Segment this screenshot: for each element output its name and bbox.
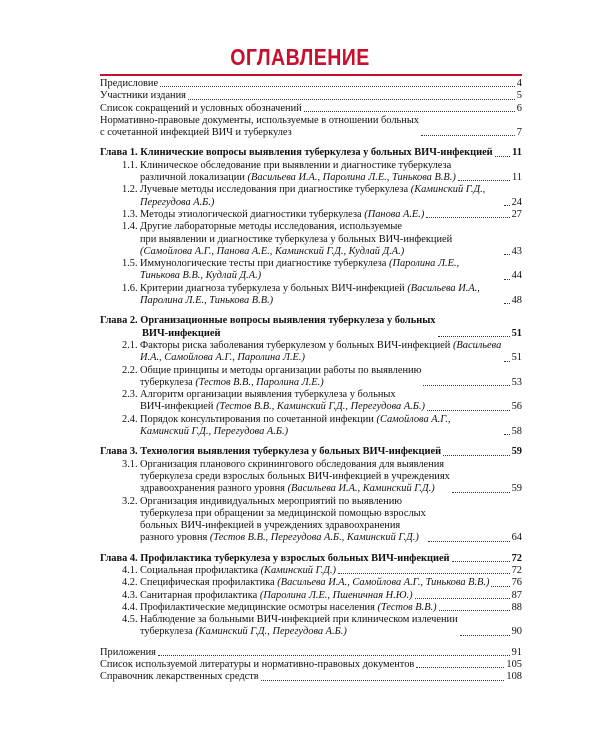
- entry-authors: (Тестов В.В., Перегудова А.Б., Каминский Г.Д.): [209, 532, 419, 544]
- page-title: ОГЛАВЛЕНИЕ: [230, 44, 370, 70]
- page-number: 64: [511, 532, 522, 544]
- dot-leader: [158, 655, 510, 656]
- page-number: 76: [511, 577, 522, 589]
- entry-authors: (Каминский Г.Д.): [260, 564, 336, 576]
- page-number: 44: [511, 270, 522, 282]
- entry-text: [122, 577, 489, 589]
- section-entry[interactable]: [100, 414, 522, 439]
- page-number: 51: [511, 352, 522, 364]
- section-number: 1.4.: [122, 221, 138, 233]
- entry-text: [100, 659, 414, 671]
- section-entry[interactable]: [100, 614, 522, 639]
- entry-text: [100, 78, 158, 90]
- dot-leader: [423, 385, 509, 386]
- entry-title: Список используемой литературы и нормативно-правовых документов: [100, 659, 415, 671]
- page-number: 43: [511, 245, 522, 257]
- entry-title: Специфическая профилактика: [140, 577, 275, 589]
- spacer: [100, 639, 522, 647]
- entry-text: [100, 103, 302, 115]
- chapter-heading[interactable]: [100, 147, 522, 159]
- entry-title: Социальная профилактика: [140, 564, 258, 576]
- entry-text: [100, 115, 419, 140]
- entry-title: Профилактические медицинские осмотры населения: [140, 601, 375, 613]
- entry-text: [122, 209, 424, 221]
- section-number: 4.4.: [122, 601, 138, 613]
- section-number: 2.3.: [122, 389, 138, 401]
- page-number: 59: [511, 446, 522, 458]
- dot-leader: [338, 573, 510, 574]
- entry-title: Факторы риска заболевания туберкулезом у больных ВИЧ-инфекцией: [140, 339, 451, 351]
- entry-title: Алгоритм организации выявления туберкулеза у больных ВИЧ-инфекцией: [140, 389, 396, 413]
- entry-authors: (Васильева И.А., Каминский Г.Д.): [287, 483, 435, 495]
- chapter-heading[interactable]: [100, 553, 522, 565]
- entry-title: Клиническое обследование при выявлении и диагностике туберкулеза различной локализации: [140, 159, 452, 184]
- entry-title: Организация планового скринингового обследования для выявления туберкулеза среди взрослых больных ВИЧ-инфекцией в учреждениях здравоохранения разного уровня: [140, 458, 450, 495]
- entry-text: [122, 258, 502, 283]
- dot-leader: [415, 598, 510, 599]
- page-number: 24: [511, 196, 522, 208]
- entry-authors: (Тестов В.В.): [377, 601, 437, 613]
- section-entry[interactable]: [100, 209, 522, 221]
- entry-title: Иммунологические тесты при диагностике туберкулеза: [140, 258, 387, 270]
- dot-leader: [188, 99, 515, 100]
- section-entry[interactable]: [100, 365, 522, 390]
- dot-leader: [427, 410, 510, 411]
- section-number: 4.3.: [122, 589, 138, 601]
- page-number: 90: [511, 626, 522, 638]
- page-number: 59: [511, 483, 522, 495]
- chapter-heading[interactable]: [100, 446, 522, 458]
- section-entry[interactable]: [100, 577, 522, 589]
- entry-text: [122, 221, 502, 258]
- section-number: 1.3.: [122, 208, 138, 220]
- entry-title: Организация индивидуальных мероприятий по выявлению туберкулеза при обращении за медицинской помощью взрослых больных ВИЧ-инфекцией в учреждениях здравоохранения разного уровня: [140, 495, 426, 544]
- dot-leader: [426, 217, 509, 218]
- entry-authors: (Самойлова А.Г., Каминский Г.Д., Перегудова А.Б.): [140, 413, 451, 438]
- entry-text: [122, 283, 502, 308]
- entry-title: Справочник лекарственных средств: [100, 671, 259, 683]
- dot-leader: [491, 586, 509, 587]
- spacer: [100, 139, 522, 147]
- section-entry[interactable]: [100, 602, 522, 614]
- entry-text: [122, 496, 426, 545]
- page-number: 4: [516, 78, 522, 89]
- entry-text: [122, 184, 502, 209]
- entry-authors: (Васильева И.А., Паролина Л.Е., Тинькова В.В.): [140, 282, 480, 307]
- section-entry[interactable]: [100, 221, 522, 258]
- page-number: 51: [511, 327, 522, 339]
- section-entry[interactable]: [100, 590, 522, 602]
- toc-entry[interactable]: [100, 78, 522, 90]
- entry-title: Нормативно-правовые документы, используемые в отношении больных с сочетанной инфекцией ВИЧ и туберкулез: [100, 114, 420, 139]
- entry-title: Глава 3. Технология выявления туберкулеза у больных ВИЧ-инфекцией: [100, 446, 442, 458]
- entry-text: [100, 446, 441, 458]
- entry-title: Общие принципы и методы организации работы по выявлению туберкулеза: [140, 364, 422, 388]
- spacer: [100, 307, 522, 315]
- dot-leader: [504, 254, 510, 255]
- section-entry[interactable]: [100, 496, 522, 545]
- section-number: 3.2.: [122, 495, 138, 507]
- page-number: 53: [511, 376, 522, 388]
- dot-leader: [452, 492, 510, 493]
- entry-authors: (Паролина Л.Е., Пшеничная Н.Ю.): [259, 589, 413, 601]
- entry-text: [122, 590, 413, 602]
- entry-text: [100, 315, 436, 340]
- section-number: 1.6.: [122, 282, 138, 294]
- dot-leader: [504, 205, 510, 206]
- entry-authors: (Васильева И.А., Самойлова А.Г., Тинькова В.В.): [277, 577, 490, 589]
- page-number: 91: [511, 646, 522, 658]
- dot-leader: [304, 111, 515, 112]
- entry-title: Предисловие: [100, 78, 159, 89]
- toc-entry[interactable]: [100, 103, 522, 115]
- entry-title: Глава 4. Профилактика туберкулеза у взрослых больных ВИЧ-инфекцией: [100, 552, 450, 564]
- page-number: 108: [506, 671, 522, 683]
- dot-leader: [504, 361, 510, 362]
- entry-title: Критерии диагноза туберкулеза у больных ВИЧ-инфекцией: [140, 282, 405, 294]
- section-entry[interactable]: [100, 258, 522, 283]
- section-entry[interactable]: [100, 340, 522, 365]
- page-number: 58: [511, 426, 522, 438]
- entry-authors: (Васильева И.А., Паролина Л.Е., Тинькова В.В.): [247, 172, 456, 184]
- page-number: 27: [511, 208, 522, 220]
- dot-leader: [504, 279, 510, 280]
- section-number: 1.2.: [122, 184, 138, 196]
- section-entry[interactable]: [100, 184, 522, 209]
- page-number: 72: [511, 564, 522, 576]
- page-number: 88: [511, 601, 522, 613]
- dot-leader: [458, 180, 510, 181]
- entry-title: Методы этиологической диагностики туберкулеза: [140, 208, 362, 220]
- entry-title: Глава 2. Организационные вопросы выявления туберкулеза у больных ВИЧ-инфекцией: [100, 315, 436, 339]
- entry-authors: (Панова А.Е.): [364, 208, 425, 220]
- entry-title: Санитарная профилактика: [140, 589, 258, 601]
- entry-title: Наблюдение за больными ВИЧ-инфекцией при клиническом излечении туберкулеза: [140, 614, 458, 638]
- entry-authors: (Каминский Г.Д., Перегудова А.Б.): [140, 184, 486, 208]
- page-number: 72: [511, 552, 522, 564]
- entry-title: Лучевые методы исследования при диагностике туберкулеза: [140, 184, 409, 196]
- entry-title: Приложения: [100, 646, 156, 658]
- toc-entry[interactable]: [100, 115, 522, 140]
- page-number: 5: [516, 90, 522, 102]
- dot-leader: [504, 303, 510, 304]
- table-of-contents: [100, 78, 522, 684]
- entry-authors: (Васильева И.А., Самойлова А.Г., Паролина Л.Е.): [140, 339, 502, 364]
- page-number: 56: [511, 401, 522, 413]
- dot-leader: [504, 434, 510, 435]
- section-number: 2.4.: [122, 413, 138, 425]
- section-number: 1.5.: [122, 258, 138, 270]
- entry-authors: (Каминский Г.Д., Перегудова А.Б.): [195, 626, 347, 638]
- page-number: 87: [511, 589, 522, 601]
- dot-leader: [439, 610, 510, 611]
- spacer: [100, 438, 522, 446]
- entry-text: [122, 459, 450, 496]
- entry-text: [122, 602, 437, 614]
- page-number: 48: [511, 295, 522, 307]
- entry-text: [122, 340, 502, 365]
- section-number: 4.5.: [122, 614, 138, 626]
- dot-leader: [416, 667, 504, 668]
- entry-text: [100, 147, 493, 159]
- section-number: 3.1.: [122, 458, 138, 470]
- section-number: 4.2.: [122, 577, 138, 589]
- section-entry[interactable]: [100, 565, 522, 577]
- entry-text: [100, 671, 259, 683]
- entry-text: [100, 647, 156, 659]
- dot-leader: [452, 561, 510, 562]
- entry-title: Список сокращений и условных обозначений: [100, 102, 302, 114]
- page-number: 105: [506, 659, 522, 671]
- page-number: 7: [516, 127, 522, 139]
- dot-leader: [261, 680, 505, 681]
- dot-leader: [443, 455, 510, 456]
- entry-text: [122, 365, 421, 390]
- entry-authors: (Паролина Л.Е., Тинькова В.В., Кудлай Д.А.): [140, 258, 460, 282]
- dot-leader: [428, 541, 510, 542]
- title-rule: [100, 74, 522, 76]
- toc-entry[interactable]: [100, 647, 522, 659]
- toc-entry[interactable]: [100, 659, 522, 671]
- dot-leader: [160, 86, 515, 87]
- section-entry[interactable]: [100, 160, 522, 185]
- entry-authors: (Самойлова А.Г., Панова А.Е., Каминский Г.Д., Кудлай Д.А.): [140, 245, 405, 257]
- entry-text: [100, 553, 450, 565]
- section-number: 2.2.: [122, 364, 138, 376]
- page-number: 6: [516, 102, 522, 114]
- entry-text: [122, 614, 458, 639]
- dot-leader: [460, 635, 510, 636]
- dot-leader: [495, 156, 511, 157]
- section-number: 4.1.: [122, 564, 138, 576]
- spacer: [100, 545, 522, 553]
- toc-entry[interactable]: [100, 671, 522, 683]
- entry-title: Порядок консультирования по сочетанной инфекции: [140, 413, 374, 425]
- entry-text: [122, 414, 502, 439]
- toc-entry[interactable]: [100, 90, 522, 102]
- entry-title: Участники издания: [100, 90, 186, 102]
- entry-authors: (Тестов В.В., Каминский Г.Д., Перегудова А.Б.): [216, 401, 425, 413]
- dot-leader: [421, 135, 515, 136]
- entry-text: [122, 160, 456, 185]
- entry-text: [122, 389, 425, 414]
- section-number: 1.1.: [122, 159, 138, 171]
- section-number: 2.1.: [122, 339, 138, 351]
- section-entry[interactable]: [100, 459, 522, 496]
- section-entry[interactable]: [100, 389, 522, 414]
- chapter-heading[interactable]: [100, 315, 522, 340]
- page-number: 11: [511, 172, 522, 184]
- entry-title: Другие лабораторные методы исследования, используемые при выявлении и диагностике туберкулеза у больных ВИЧ-инфекцией: [140, 221, 453, 245]
- entry-text: [122, 565, 336, 577]
- entry-authors: (Тестов В.В., Паролина Л.Е.): [195, 376, 324, 388]
- page-number: 11: [512, 147, 522, 159]
- section-entry[interactable]: [100, 283, 522, 308]
- entry-text: [100, 90, 186, 102]
- dot-leader: [438, 336, 510, 337]
- entry-title: Глава 1. Клинические вопросы выявления туберкулеза у больных ВИЧ-инфекцией: [100, 147, 493, 159]
